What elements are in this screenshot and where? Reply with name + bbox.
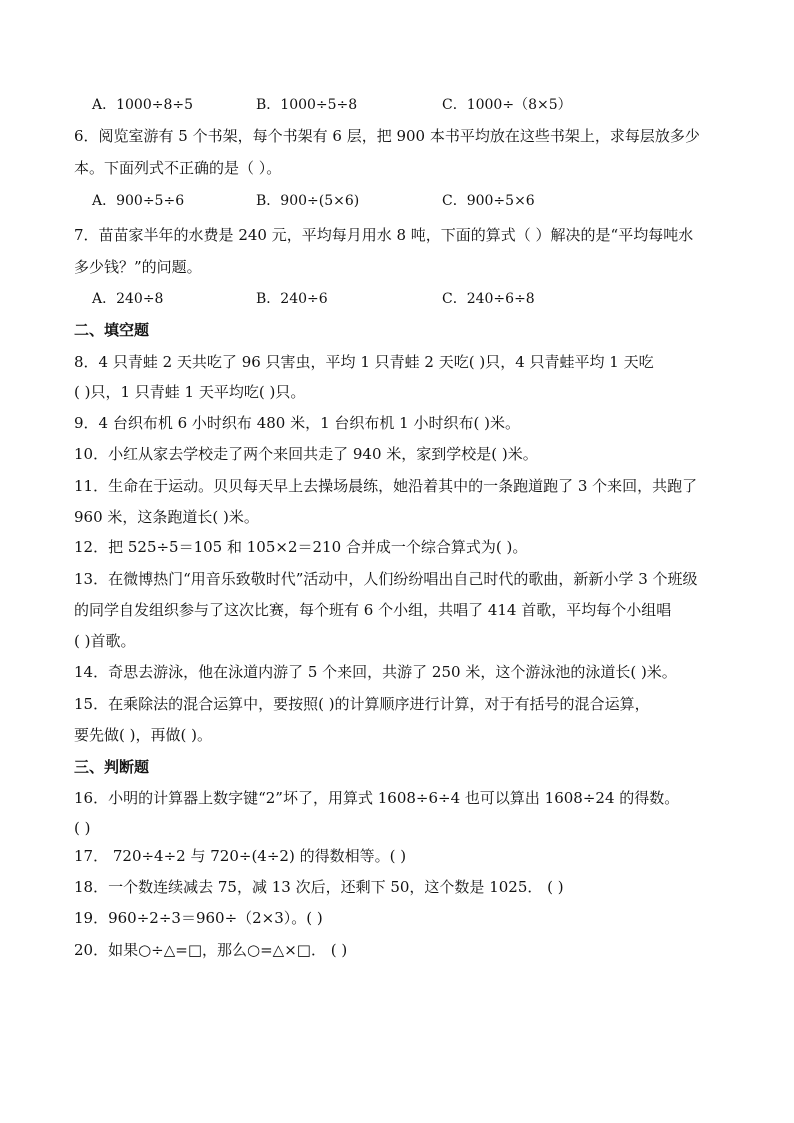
q8-text-line2: ( )只，1 只青蛙 1 天平均吃( )只。 [74, 383, 306, 401]
q5-option-b: B．1000÷5÷8 [256, 97, 358, 113]
q15-text-line2: 要先做( )，再做( )。 [74, 726, 212, 744]
q6-option-c: C．900÷5×6 [442, 193, 535, 209]
section-heading-fill-in: 二、填空题 [74, 321, 150, 339]
q16-answer-bracket: ( ) [74, 819, 91, 837]
q14-text: 14．奇思去游泳，他在泳道内游了 5 个来回，共游了 250 米，这个游泳池的泳道长( )米。 [74, 663, 677, 681]
q10-text: 10．小红从家去学校走了两个来回共走了 940 米，家到学校是( )米。 [74, 445, 538, 463]
q7-text-line1: 7．苗苗家半年的水费是 240 元，平均每月用水 8 吨，下面的算式（ ）解决的是“平均每吨水 [74, 226, 694, 244]
q11-text-line2: 960 米，这条跑道长( )米。 [74, 508, 259, 526]
q15-text-line1: 15．在乘除法的混合运算中，要按照( )的计算顺序进行计算，对于有括号的混合运算， [74, 695, 650, 713]
q5-option-c: C．1000÷（8×5） [442, 97, 572, 113]
q8-text-line1: 8．4 只青蛙 2 天共吃了 96 只害虫，平均 1 只青蛙 2 天吃( )只，4 只青蛙平均 1 天吃 [74, 353, 654, 371]
q6-option-b: B．900÷(5×6) [256, 193, 360, 209]
q7-text-line2: 多少钱？”的问题。 [74, 258, 202, 276]
q16-text-line1: 16．小明的计算器上数字键“2”坏了，用算式 1608÷6÷4 也可以算出 1608÷24 的得数。 [74, 789, 680, 807]
q13-text-line3: ( )首歌。 [74, 632, 136, 650]
q6-text-line2: 本。下面列式不正确的是（ ）。 [74, 159, 282, 177]
q5-option-a: A．1000÷8÷5 [92, 97, 194, 113]
q7-option-c: C．240÷6÷8 [442, 291, 535, 307]
q7-option-b: B．240÷6 [256, 291, 328, 307]
q20-text: 20．如果○÷△=□，那么○=△×□． ( ) [74, 941, 348, 959]
section-heading-true-false: 三、判断题 [74, 758, 150, 776]
q9-text: 9．4 台织布机 6 小时织布 480 米，1 台织布机 1 小时织布( )米。 [74, 414, 520, 432]
q7-option-a: A．240÷8 [92, 291, 164, 307]
q11-text-line1: 11．生命在于运动。贝贝每天早上去操场晨练，她沿着其中的一条跑道跑了 3 个来回，共跑了 [74, 477, 698, 495]
q17-text: 17． 720÷4÷2 与 720÷(4÷2) 的得数相等。( ) [74, 847, 407, 865]
q13-text-line2: 的同学自发组织参与了这次比赛，每个班有 6 个小组，共唱了 414 首歌，平均每个小组唱 [74, 601, 672, 619]
q6-option-a: A．900÷5÷6 [92, 193, 185, 209]
q12-text: 12．把 525÷5＝105 和 105×2＝210 合并成一个综合算式为( )。 [74, 538, 528, 556]
q18-text: 18．一个数连续减去 75，减 13 次后，还剩下 50，这个数是 1025． ( ) [74, 878, 564, 896]
q6-text-line1: 6．阅览室游有 5 个书架，每个书架有 6 层，把 900 本书平均放在这些书架上，求每层放多少 [74, 127, 700, 145]
q13-text-line1: 13．在微博热门“用音乐致敬时代”活动中，人们纷纷唱出自己时代的歌曲，新新小学 3 个班级 [74, 570, 698, 588]
q19-text: 19．960÷2÷3＝960÷（2×3）。( ) [74, 909, 323, 927]
